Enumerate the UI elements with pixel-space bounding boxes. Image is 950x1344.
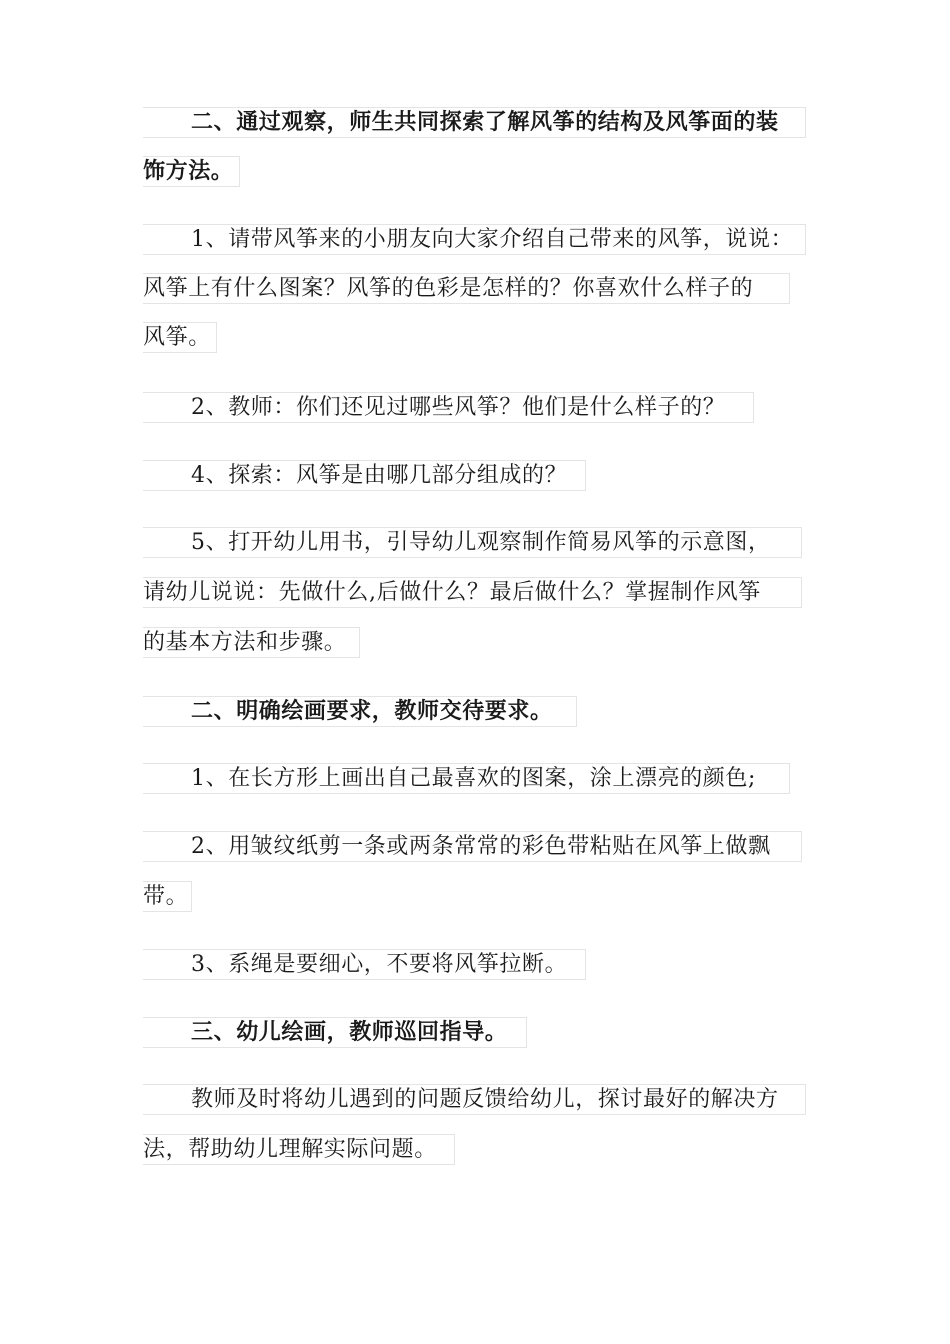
requirement-2-line-1: 2、用皱纹纸剪一条或两条常常的彩色带粘贴在风筝上做飘 bbox=[143, 831, 802, 862]
section-heading-observation-line-2: 饰方法。 bbox=[143, 156, 240, 187]
item-4-line-1: 4、探索：风筝是由哪几部分组成的？ bbox=[143, 460, 586, 491]
item-1-line-1: 1、请带风筝来的小朋友向大家介绍自己带来的风筝，说说： bbox=[143, 224, 806, 255]
item-1-line-3: 风筝。 bbox=[143, 322, 217, 353]
section-heading-observation-line-1: 二、通过观察，师生共同探索了解风筝的结构及风筝面的装 bbox=[143, 107, 806, 138]
requirement-1-line-1: 1、在长方形上画出自己最喜欢的图案，涂上漂亮的颜色; bbox=[143, 763, 790, 794]
item-5-line-2: 请幼儿说说：先做什么,后做什么？最后做什么？掌握制作风筝 bbox=[143, 577, 802, 608]
item-5-line-3: 的基本方法和步骤。 bbox=[143, 627, 360, 658]
section-heading-requirements: 二、明确绘画要求，教师交待要求。 bbox=[143, 696, 577, 727]
requirement-3-line-1: 3、系绳是要细心，不要将风筝拉断。 bbox=[143, 949, 586, 980]
item-2-line-1: 2、教师：你们还见过哪些风筝？他们是什么样子的？ bbox=[143, 392, 754, 423]
closing-paragraph-line-1: 教师及时将幼儿遇到的问题反馈给幼儿，探讨最好的解决方 bbox=[143, 1084, 806, 1115]
item-1-line-2: 风筝上有什么图案？风筝的色彩是怎样的？你喜欢什么样子的 bbox=[143, 273, 790, 304]
requirement-2-line-2: 带。 bbox=[143, 881, 192, 912]
closing-paragraph-line-2: 法，帮助幼儿理解实际问题。 bbox=[143, 1134, 455, 1165]
item-5-line-1: 5、打开幼儿用书，引导幼儿观察制作简易风筝的示意图， bbox=[143, 527, 802, 558]
section-heading-drawing: 三、幼儿绘画，教师巡回指导。 bbox=[143, 1017, 527, 1048]
